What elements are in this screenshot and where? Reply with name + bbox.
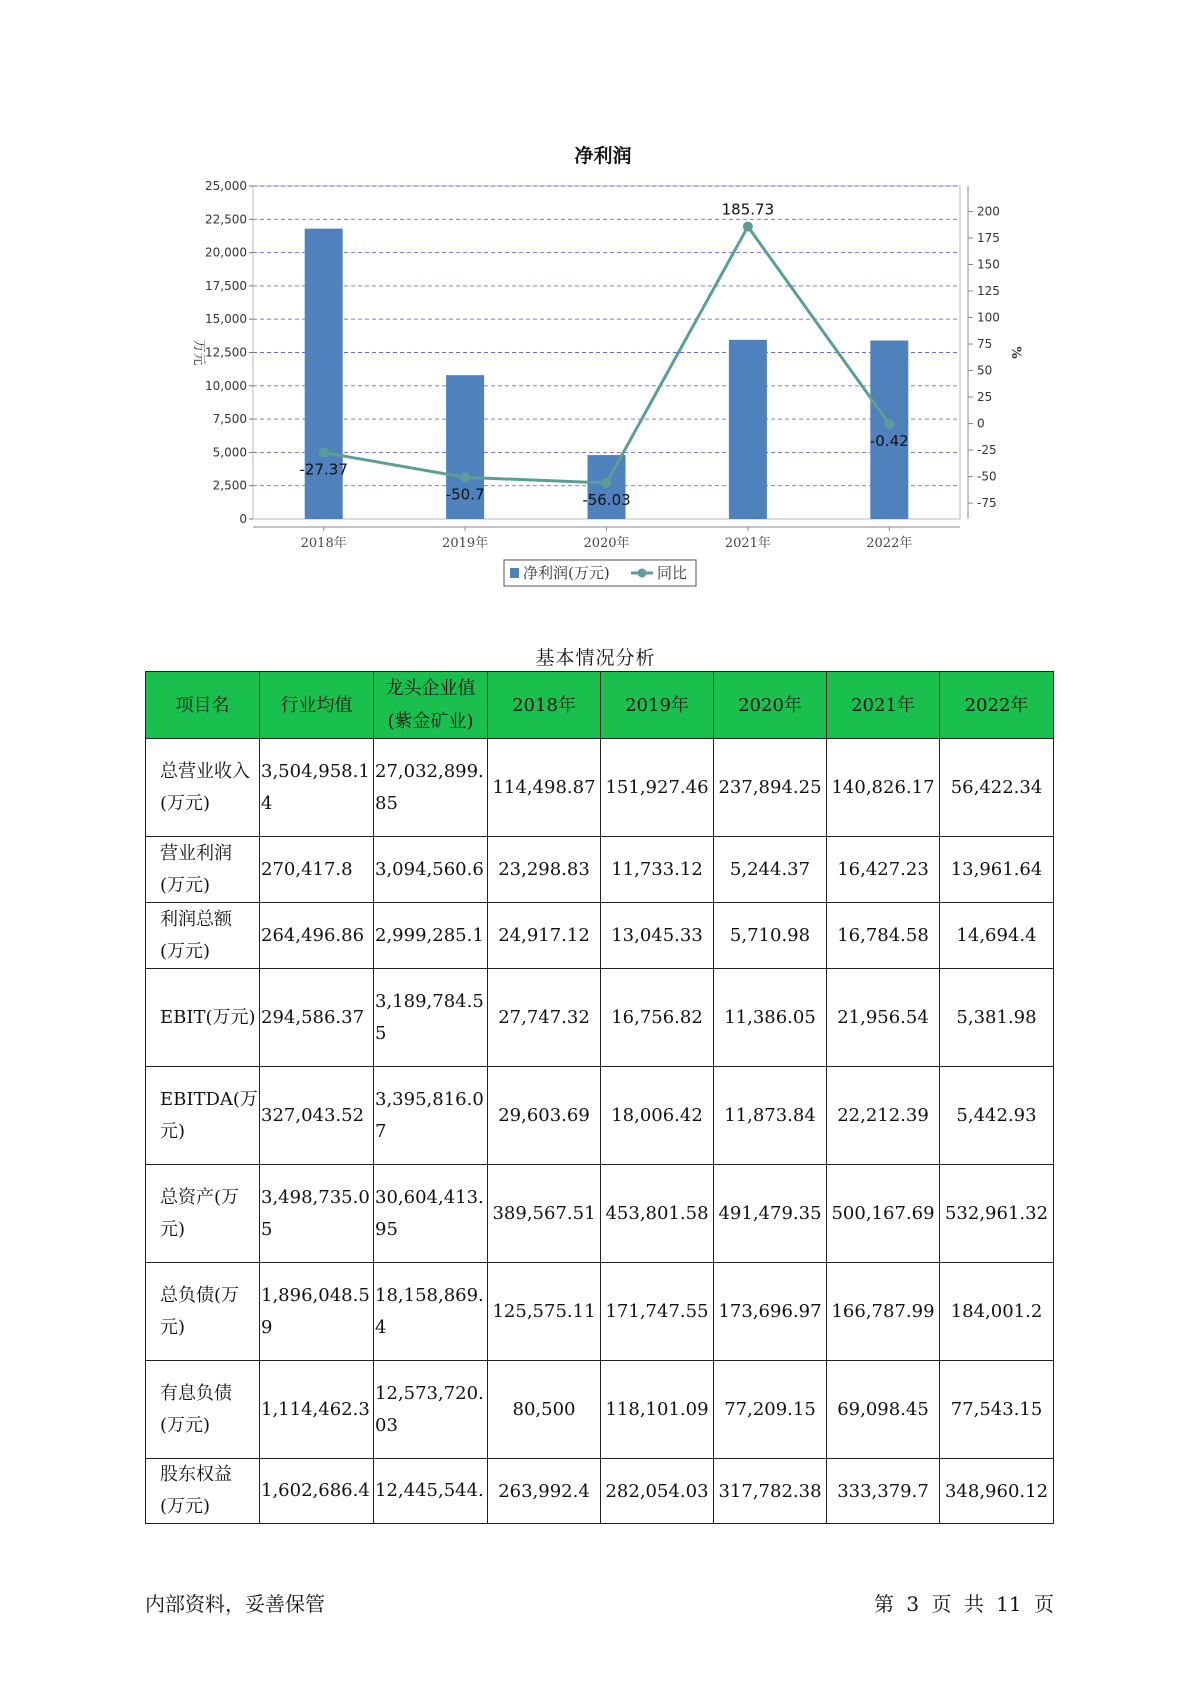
year-value-cell-text: 77,543.15 xyxy=(950,1399,1043,1420)
leader-value-cell-text: 30,604,413.95 xyxy=(375,1186,484,1240)
header-2020: 2020年 xyxy=(714,672,827,739)
table-row xyxy=(146,1067,1054,1165)
year-value-cell xyxy=(714,1459,827,1524)
yoy-point xyxy=(743,222,753,232)
yoy-point xyxy=(602,478,612,488)
year-value-cell-text: 80,500 xyxy=(512,1399,576,1420)
bar xyxy=(870,341,908,519)
industry-avg-cell xyxy=(260,903,374,969)
row-label-text: 有息负债(万元) xyxy=(160,1382,232,1436)
header-industry-avg: 行业均值 xyxy=(260,672,374,739)
industry-avg-cell-text: 264,496.86 xyxy=(261,924,365,946)
year-value-cell xyxy=(940,969,1054,1067)
year-value-cell-text: 11,873.84 xyxy=(724,1105,816,1126)
row-label-text: EBITDA(万元) xyxy=(160,1088,258,1142)
basic-analysis-table xyxy=(145,671,1054,1524)
row-label-text: 总资产(万元) xyxy=(160,1186,240,1240)
row-label-text: 总负债(万元) xyxy=(160,1284,240,1338)
year-value-cell xyxy=(827,739,940,837)
year-value-cell-text: 184,001.2 xyxy=(950,1301,1043,1322)
year-value-cell xyxy=(488,1067,601,1165)
leader-value-cell-text: 3,189,784.55 xyxy=(375,990,484,1044)
y2-tick-label: 100 xyxy=(977,310,1000,325)
row-label xyxy=(146,969,260,1067)
leader-value-cell xyxy=(374,837,488,903)
year-value-cell xyxy=(488,1263,601,1361)
data-label: -27.37 xyxy=(299,460,348,479)
year-value-cell xyxy=(714,1361,827,1459)
year-value-cell-text: 13,961.64 xyxy=(950,859,1043,880)
y2-tick-label: 125 xyxy=(977,283,1000,298)
year-value-cell-text: 263,992.4 xyxy=(498,1480,590,1502)
year-value-cell xyxy=(488,1459,601,1524)
leader-value-cell xyxy=(374,1067,488,1165)
year-value-cell-text: 453,801.58 xyxy=(605,1203,709,1224)
row-label-text: EBIT(万元) xyxy=(160,1006,256,1028)
leader-value-cell xyxy=(374,1361,488,1459)
leader-value-cell xyxy=(374,1263,488,1361)
legend-bar-label: 净利润(万元) xyxy=(523,564,610,582)
year-value-cell-text: 22,212.39 xyxy=(837,1105,929,1126)
table-row xyxy=(146,739,1054,837)
y2-tick-label: 150 xyxy=(977,257,1000,272)
y-tick-label: 5,000 xyxy=(212,445,247,460)
year-value-cell-text: 5,244.37 xyxy=(729,859,811,880)
year-value-cell xyxy=(601,837,714,903)
year-value-cell-text: 348,960.12 xyxy=(944,1480,1049,1502)
year-value-cell-text: 13,045.33 xyxy=(611,925,703,946)
legend-line-marker xyxy=(638,569,647,578)
year-value-cell xyxy=(940,903,1054,969)
data-label: -50.7 xyxy=(445,485,485,504)
year-value-cell xyxy=(488,903,601,969)
y-tick-label: 2,500 xyxy=(212,478,247,493)
legend-line-label: 同比 xyxy=(657,564,688,582)
header-2018: 2018年 xyxy=(488,672,601,739)
year-value-cell xyxy=(601,969,714,1067)
year-value-cell xyxy=(714,1165,827,1263)
industry-avg-cell xyxy=(260,739,374,837)
y-tick-label: 17,500 xyxy=(205,278,247,293)
industry-avg-cell-text: 327,043.52 xyxy=(261,1104,365,1126)
year-value-cell xyxy=(940,1165,1054,1263)
industry-avg-cell xyxy=(260,1263,374,1361)
year-value-cell-text: 16,427.23 xyxy=(837,859,929,880)
leader-value-cell-text: 12,445,544. xyxy=(375,1480,484,1501)
industry-avg-cell-text: 1,896,048.59 xyxy=(261,1284,370,1338)
year-value-cell-text: 317,782.38 xyxy=(718,1480,822,1502)
year-value-cell-text: 166,787.99 xyxy=(831,1301,935,1322)
year-value-cell xyxy=(940,837,1054,903)
leader-value-cell xyxy=(374,1459,488,1524)
year-value-cell-text: 11,733.12 xyxy=(611,859,703,880)
y2-tick-label: 0 xyxy=(977,416,985,431)
year-value-cell xyxy=(940,1067,1054,1165)
year-value-cell xyxy=(940,1361,1054,1459)
year-value-cell xyxy=(488,837,601,903)
y-tick-label: 7,500 xyxy=(212,412,247,427)
table-caption: 基本情况分析 xyxy=(535,647,656,669)
year-value-cell-text: 140,826.17 xyxy=(831,777,935,798)
leader-value-cell-text: 18,158,869.4 xyxy=(375,1284,484,1338)
data-label: -56.03 xyxy=(582,490,631,509)
year-value-cell-text: 114,498.87 xyxy=(492,777,596,798)
bar xyxy=(729,340,767,519)
year-value-cell xyxy=(827,969,940,1067)
y-tick-label: 12,500 xyxy=(205,345,247,360)
year-value-cell-text: 500,167.69 xyxy=(831,1203,935,1224)
yoy-point xyxy=(460,472,470,482)
year-value-cell xyxy=(940,1263,1054,1361)
industry-avg-cell-text: 3,498,735.05 xyxy=(261,1186,370,1240)
y2-tick-label: 25 xyxy=(977,390,993,405)
industry-avg-cell xyxy=(260,1067,374,1165)
header-2022: 2022年 xyxy=(940,672,1054,739)
table-row xyxy=(146,837,1054,903)
row-label-text: 股东权益(万元) xyxy=(160,1464,232,1517)
industry-avg-cell xyxy=(260,1165,374,1263)
year-value-cell-text: 29,603.69 xyxy=(498,1105,590,1126)
table-row xyxy=(146,903,1054,969)
year-value-cell-text: 14,694.4 xyxy=(956,925,1037,946)
industry-avg-cell-text: 1,114,462.3 xyxy=(261,1398,370,1420)
leader-value-cell xyxy=(374,903,488,969)
year-value-cell xyxy=(488,969,601,1067)
year-value-cell xyxy=(601,1459,714,1524)
page-number: 第 3 页 共 11 页 xyxy=(874,1592,1054,1616)
year-value-cell-text: 532,961.32 xyxy=(944,1203,1049,1224)
table-header-row xyxy=(146,672,1054,739)
industry-avg-cell-text: 1,602,686.4 xyxy=(261,1480,370,1501)
year-value-cell xyxy=(827,1165,940,1263)
leader-value-cell-text: 2,999,285.1 xyxy=(375,924,484,946)
year-value-cell xyxy=(601,1361,714,1459)
header-2021: 2021年 xyxy=(827,672,940,739)
industry-avg-cell xyxy=(260,969,374,1067)
table-row xyxy=(146,1263,1054,1361)
y2-tick-label: 175 xyxy=(977,230,1000,245)
industry-avg-cell xyxy=(260,1459,374,1524)
yoy-point xyxy=(884,419,894,429)
year-value-cell-text: 18,006.42 xyxy=(611,1105,703,1126)
row-label xyxy=(146,1263,260,1361)
industry-avg-cell-text: 3,504,958.14 xyxy=(261,760,370,814)
x-tick-label: 2020年 xyxy=(583,536,630,551)
row-label xyxy=(146,837,260,903)
year-value-cell-text: 389,567.51 xyxy=(492,1203,596,1224)
table-row xyxy=(146,1459,1054,1524)
y-tick-label: 0 xyxy=(239,512,247,526)
year-value-cell xyxy=(601,903,714,969)
year-value-cell xyxy=(714,969,827,1067)
year-value-cell xyxy=(827,1459,940,1524)
year-value-cell-text: 23,298.83 xyxy=(498,859,590,880)
leader-value-cell xyxy=(374,739,488,837)
industry-avg-cell-text: 270,417.8 xyxy=(261,858,353,880)
year-value-cell xyxy=(601,1067,714,1165)
y2-tick-label: 75 xyxy=(977,337,993,352)
year-value-cell-text: 491,479.35 xyxy=(718,1203,822,1224)
y-axis-title: 万元 xyxy=(191,339,206,366)
row-label xyxy=(146,1361,260,1459)
year-value-cell-text: 77,209.15 xyxy=(724,1399,816,1420)
year-value-cell xyxy=(714,739,827,837)
year-value-cell xyxy=(601,1263,714,1361)
year-value-cell xyxy=(827,903,940,969)
leader-value-cell xyxy=(374,969,488,1067)
y2-tick-label: 50 xyxy=(977,363,993,378)
legend-bar-swatch xyxy=(510,568,519,578)
year-value-cell xyxy=(714,903,827,969)
year-value-cell-text: 16,756.82 xyxy=(611,1007,703,1028)
year-value-cell-text: 171,747.55 xyxy=(605,1301,709,1322)
year-value-cell-text: 333,379.7 xyxy=(837,1480,929,1502)
header-2019: 2019年 xyxy=(601,672,714,739)
year-value-cell xyxy=(940,1459,1054,1524)
y-tick-label: 10,000 xyxy=(205,378,247,393)
year-value-cell xyxy=(827,1067,940,1165)
year-value-cell-text: 16,784.58 xyxy=(837,925,929,946)
confidential-note: 内部资料，妥善保管 xyxy=(145,1592,325,1616)
table-row xyxy=(146,1165,1054,1263)
industry-avg-cell-text: 294,586.37 xyxy=(261,1006,365,1028)
y2-tick-label: -50 xyxy=(977,469,997,484)
year-value-cell-text: 69,098.45 xyxy=(837,1399,929,1420)
industry-avg-cell xyxy=(260,1361,374,1459)
header-leader-value: 龙头企业值(紫金矿业) xyxy=(374,672,488,739)
leader-value-cell-text: 27,032,899.85 xyxy=(375,760,484,814)
year-value-cell xyxy=(714,1263,827,1361)
year-value-cell-text: 151,927.46 xyxy=(605,777,709,798)
year-value-cell xyxy=(827,837,940,903)
x-tick-label: 2019年 xyxy=(442,536,489,551)
y-tick-label: 20,000 xyxy=(205,245,247,260)
data-label: 185.73 xyxy=(721,200,775,219)
table-row xyxy=(146,969,1054,1067)
row-label xyxy=(146,903,260,969)
row-label xyxy=(146,1459,260,1524)
x-tick-label: 2021年 xyxy=(724,536,771,551)
y-tick-label: 15,000 xyxy=(205,312,247,327)
year-value-cell-text: 118,101.09 xyxy=(605,1399,709,1420)
year-value-cell xyxy=(714,837,827,903)
year-value-cell xyxy=(488,1361,601,1459)
leader-value-cell xyxy=(374,1165,488,1263)
year-value-cell-text: 21,956.54 xyxy=(837,1007,929,1028)
header-item-name: 项目名 xyxy=(146,672,260,739)
year-value-cell-text: 173,696.97 xyxy=(718,1301,822,1322)
year-value-cell-text: 27,747.32 xyxy=(498,1007,590,1028)
year-value-cell xyxy=(601,1165,714,1263)
y2-tick-label: -25 xyxy=(977,443,997,458)
year-value-cell xyxy=(827,1361,940,1459)
year-value-cell-text: 5,381.98 xyxy=(956,1007,1037,1028)
x-tick-label: 2018年 xyxy=(300,536,347,551)
leader-value-cell-text: 12,573,720.03 xyxy=(375,1382,484,1436)
year-value-cell xyxy=(940,739,1054,837)
row-label xyxy=(146,739,260,837)
row-label xyxy=(146,1165,260,1263)
row-label-text: 总营业收入(万元) xyxy=(160,760,250,814)
year-value-cell-text: 56,422.34 xyxy=(950,777,1043,798)
table-row xyxy=(146,1361,1054,1459)
y2-tick-label: -75 xyxy=(977,496,997,511)
year-value-cell xyxy=(488,1165,601,1263)
chart-title: 净利润 xyxy=(574,145,632,167)
data-label: -0.42 xyxy=(869,431,909,450)
year-value-cell xyxy=(714,1067,827,1165)
y2-tick-label: 200 xyxy=(977,204,1000,219)
row-label-text: 利润总额(万元) xyxy=(160,908,232,962)
year-value-cell xyxy=(488,739,601,837)
year-value-cell-text: 282,054.03 xyxy=(605,1480,709,1502)
row-label xyxy=(146,1067,260,1165)
industry-avg-cell xyxy=(260,837,374,903)
yoy-point xyxy=(319,448,329,458)
leader-value-cell-text: 3,094,560.6 xyxy=(375,858,484,880)
x-tick-label: 2022年 xyxy=(866,536,913,551)
row-label-text: 营业利润(万元) xyxy=(160,842,232,896)
net-profit-chart xyxy=(0,0,1191,600)
year-value-cell-text: 125,575.11 xyxy=(492,1301,596,1322)
year-value-cell xyxy=(827,1263,940,1361)
leader-value-cell-text: 3,395,816.07 xyxy=(375,1088,484,1142)
year-value-cell-text: 5,710.98 xyxy=(729,925,811,946)
year-value-cell-text: 11,386.05 xyxy=(724,1007,816,1028)
y-tick-label: 22,500 xyxy=(205,212,247,227)
y-tick-label: 25,000 xyxy=(205,179,247,193)
year-value-cell-text: 24,917.12 xyxy=(498,925,590,946)
y2-axis-title: % xyxy=(1008,346,1023,359)
year-value-cell xyxy=(601,739,714,837)
year-value-cell-text: 5,442.93 xyxy=(956,1105,1037,1126)
year-value-cell-text: 237,894.25 xyxy=(718,777,822,798)
